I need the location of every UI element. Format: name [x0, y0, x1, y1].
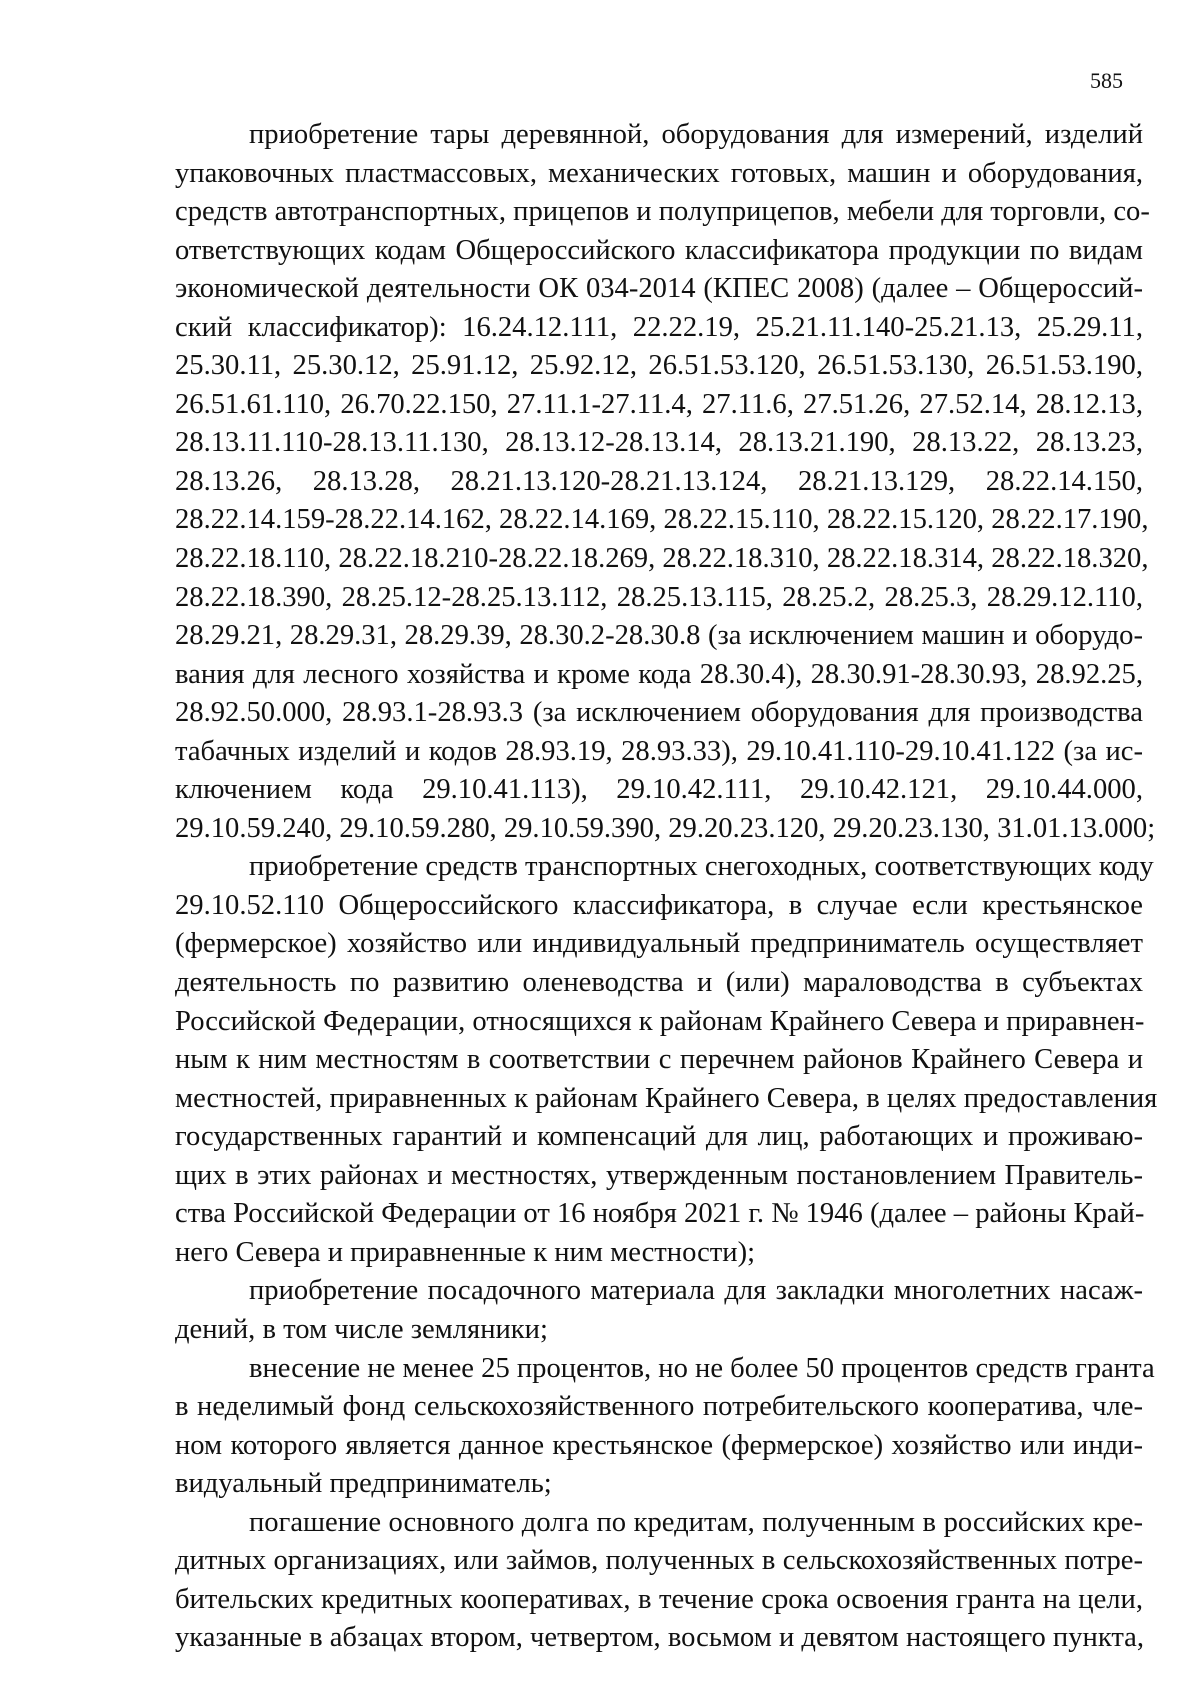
paragraph-line: приобретение средств транспортных снегоходных, соответствующих коду	[249, 851, 1154, 883]
paragraph-line: 26.51.61.110, 26.70.22.150, 27.11.1-27.11.4, 27.11.6, 27.51.26, 27.52.14, 28.12.13,	[175, 388, 1143, 420]
paragraph-line: ключением кода 29.10.41.113), 29.10.42.111, 29.10.42.121, 29.10.44.000,	[175, 774, 1143, 806]
paragraph-line: упаковочных пластмассовых, механических готовых, машин и оборудования,	[175, 157, 1143, 189]
paragraph-line: Российской Федерации, относящихся к районам Крайнего Севера и приравнен-	[175, 1005, 1145, 1037]
paragraph-line: ства Российской Федерации от 16 ноября 2021 г. № 1946 (далее – районы Край-	[175, 1198, 1145, 1230]
paragraph-line: в неделимый фонд сельскохозяйственного потребительского кооператива, чле-	[175, 1391, 1143, 1423]
paragraph-line: бительских кредитных кооперативах, в течение срока освоения гранта на цели,	[175, 1583, 1143, 1615]
paragraph-line: 28.29.21, 28.29.31, 28.29.39, 28.30.2-28.30.8 (за исключением машин и оборудо-	[175, 620, 1143, 652]
paragraph-line: 28.13.11.110-28.13.11.130, 28.13.12-28.13.14, 28.13.21.190, 28.13.22, 28.13.23,	[175, 427, 1143, 459]
paragraph-line: видуальный предприниматель;	[175, 1468, 552, 1500]
paragraph-line: щих в этих районах и местностях, утвержденным постановлением Правитель-	[175, 1159, 1143, 1191]
paragraph-line: ский классификатор): 16.24.12.111, 22.22.19, 25.21.11.140-25.21.13, 25.29.11,	[175, 311, 1143, 343]
paragraph-line: 29.10.59.240, 29.10.59.280, 29.10.59.390, 29.20.23.120, 29.20.23.130, 31.01.13.000;	[175, 812, 1156, 844]
paragraph-line: вания для лесного хозяйства и кроме кода 28.30.4), 28.30.91-28.30.93, 28.92.25,	[175, 658, 1143, 690]
page-number: 585	[1090, 68, 1123, 93]
paragraph	[175, 1272, 1143, 1349]
paragraph-line: 25.30.11, 25.30.12, 25.91.12, 25.92.12, 26.51.53.120, 26.51.53.130, 26.51.53.190,	[175, 350, 1143, 382]
paragraph-line: него Севера и приравненные к ним местности);	[175, 1236, 756, 1268]
paragraph-line: ответствующих кодам Общероссийского классификатора продукции по видам	[175, 234, 1143, 266]
paragraph-line: деятельность по развитию оленеводства и (или) мараловодства в субъектах	[175, 967, 1143, 999]
paragraph-line: указанные в абзацах втором, четвертом, восьмом и девятом настоящего пункта,	[175, 1622, 1145, 1654]
document-body	[175, 116, 1158, 1658]
paragraph	[175, 116, 1156, 848]
paragraph-line: средств автотранспортных, прицепов и полуприцепов, мебели для торговли, со-	[175, 196, 1150, 228]
paragraph-line: 28.92.50.000, 28.93.1-28.93.3 (за исключением оборудования для производства	[175, 697, 1143, 729]
paragraph-line: приобретение тары деревянной, оборудования для измерений, изделий	[249, 119, 1143, 150]
paragraph-line: дений, в том числе земляники;	[175, 1313, 548, 1345]
paragraph-line: приобретение посадочного материала для закладки многолетних насаж-	[249, 1275, 1143, 1307]
paragraph-line: 28.22.14.159-28.22.14.162, 28.22.14.169, 28.22.15.110, 28.22.15.120, 28.22.17.190,	[175, 504, 1149, 536]
paragraph-line: местностей, приравненных к районам Крайнего Севера, в целях предоставления	[175, 1082, 1158, 1114]
paragraph-line: экономической деятельности ОК 034-2014 (КПЕС 2008) (далее – Общероссий-	[175, 273, 1143, 305]
paragraph-line: погашение основного долга по кредитам, полученным в российских кре-	[249, 1506, 1143, 1538]
paragraph	[175, 848, 1158, 1272]
paragraph-line: 28.13.26, 28.13.28, 28.21.13.120-28.21.13.124, 28.21.13.129, 28.22.14.150,	[175, 465, 1143, 497]
paragraph	[175, 1504, 1143, 1658]
paragraph-line: (фермерское) хозяйство или индивидуальный предприниматель осуществляет	[175, 928, 1143, 960]
paragraph-line: 28.22.18.390, 28.25.12-28.25.13.112, 28.25.13.115, 28.25.2, 28.25.3, 28.29.12.110,	[175, 581, 1143, 613]
paragraph-line: 28.22.18.110, 28.22.18.210-28.22.18.269, 28.22.18.310, 28.22.18.314, 28.22.18.320,	[175, 543, 1149, 575]
paragraph-line: внесение не менее 25 процентов, но не более 50 процентов средств гранта	[249, 1352, 1155, 1384]
paragraph	[175, 1350, 1155, 1504]
paragraph-line: государственных гарантий и компенсаций для лиц, работающих и проживаю-	[175, 1121, 1143, 1153]
paragraph-line: ным к ним местностям в соответствии с перечнем районов Крайнего Севера и	[175, 1044, 1143, 1076]
paragraph-line: ном которого является данное крестьянское (фермерское) хозяйство или инди-	[175, 1429, 1143, 1461]
paragraph-line: табачных изделий и кодов 28.93.19, 28.93.33), 29.10.41.110-29.10.41.122 (за ис-	[175, 735, 1143, 767]
paragraph-line: дитных организациях, или займов, полученных в сельскохозяйственных потре-	[175, 1545, 1143, 1577]
paragraph-line: 29.10.52.110 Общероссийского классификатора, в случае если крестьянское	[175, 889, 1143, 921]
